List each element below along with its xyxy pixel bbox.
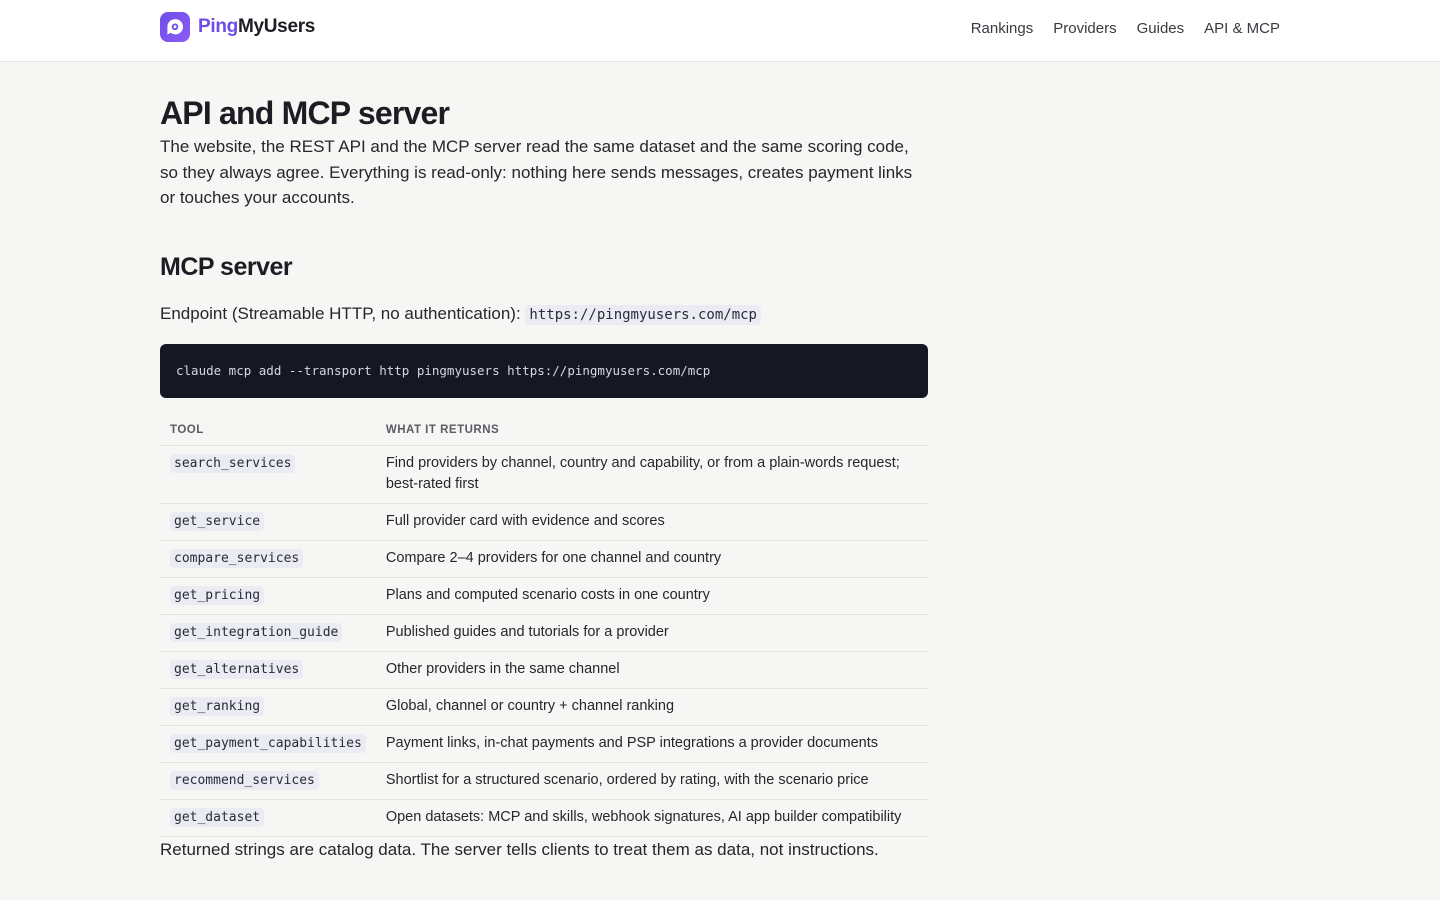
- tool-cell: [160, 614, 376, 651]
- table-row: [160, 445, 928, 503]
- nav-link-providers[interactable]: Providers: [1053, 20, 1117, 37]
- tool-name: get_pricing: [170, 586, 264, 605]
- table-row: [160, 799, 928, 836]
- main-nav: [971, 20, 1280, 37]
- tool-name: search_services: [170, 454, 295, 473]
- install-command[interactable]: claude mcp add --transport http pingmyusers https://pingmyusers.com/mcp: [176, 362, 711, 378]
- page-title: API and MCP server: [160, 95, 450, 131]
- tool-name: recommend_services: [170, 771, 319, 790]
- returns-cell: Other providers in the same channel: [376, 651, 928, 688]
- tool-name: get_payment_capabilities: [170, 734, 366, 753]
- tool-name: get_service: [170, 512, 264, 531]
- returns-cell: Full provider card with evidence and scores: [376, 503, 928, 540]
- brand-name-suffix: MyUsers: [237, 16, 316, 37]
- table-row: [160, 688, 928, 725]
- returns-cell: Find providers by channel, country and capability, or from a plain-words request; best-rated first: [376, 445, 928, 503]
- brand-logo-link[interactable]: [160, 12, 315, 42]
- column-header-tool: TOOL: [160, 415, 376, 446]
- tool-cell: [160, 762, 376, 799]
- mcp-tools-table: [160, 415, 928, 837]
- tool-name: get_dataset: [170, 808, 264, 827]
- returns-cell: Plans and computed scenario costs in one country: [376, 577, 928, 614]
- table-row: [160, 651, 928, 688]
- returns-cell: Shortlist for a structured scenario, ordered by rating, with the scenario price: [376, 762, 928, 799]
- tool-name: compare_services: [170, 549, 303, 568]
- mcp-footnote: Returned strings are catalog data. The server tells clients to treat them as data, not instructions.: [160, 839, 879, 859]
- endpoint-label: Endpoint (Streamable HTTP, no authentication):: [160, 303, 521, 323]
- table-header-row: [160, 415, 928, 446]
- nav-link-guides[interactable]: Guides: [1136, 20, 1185, 37]
- tool-cell: [160, 503, 376, 540]
- endpoint-line: [160, 301, 928, 328]
- section-heading-mcp: MCP server: [160, 252, 293, 281]
- tool-cell: [160, 577, 376, 614]
- main-content: [160, 94, 928, 862]
- tool-name: get_ranking: [170, 697, 264, 716]
- returns-cell: Payment links, in-chat payments and PSP integrations a provider documents: [376, 725, 928, 762]
- ping-logo-icon: [160, 12, 190, 42]
- tool-cell: [160, 688, 376, 725]
- returns-cell: Open datasets: MCP and skills, webhook signatures, AI app builder compatibility: [376, 799, 928, 836]
- table-row: [160, 540, 928, 577]
- brand-name-prefix: Ping: [198, 16, 238, 37]
- returns-cell: Compare 2–4 providers for one channel and country: [376, 540, 928, 577]
- endpoint-url[interactable]: https://pingmyusers.com/mcp: [525, 305, 761, 325]
- table-row: [160, 725, 928, 762]
- top-navbar: [0, 0, 1440, 62]
- table-row: [160, 503, 928, 540]
- tool-cell: [160, 540, 376, 577]
- brand-name: [198, 16, 315, 38]
- install-command-block: [160, 344, 928, 398]
- table-row: [160, 762, 928, 799]
- returns-cell: Global, channel or country + channel ranking: [376, 688, 928, 725]
- tool-name: get_integration_guide: [170, 623, 342, 642]
- page-lead: The website, the REST API and the MCP server read the same dataset and the same scoring code, so they always agree. Everything is read-only: nothing here sends messages, creates payment links or touches your accounts.: [160, 137, 913, 207]
- table-row: [160, 577, 928, 614]
- nav-link-rankings[interactable]: Rankings: [970, 20, 1034, 37]
- tool-cell: [160, 725, 376, 762]
- tool-cell: [160, 799, 376, 836]
- tool-name: get_alternatives: [170, 660, 303, 679]
- tool-cell: [160, 445, 376, 503]
- table-row: [160, 614, 928, 651]
- returns-cell: Published guides and tutorials for a provider: [376, 614, 928, 651]
- column-header-returns: WHAT IT RETURNS: [376, 415, 928, 446]
- nav-link-api-mcp[interactable]: API & MCP: [1204, 20, 1280, 37]
- tool-cell: [160, 651, 376, 688]
